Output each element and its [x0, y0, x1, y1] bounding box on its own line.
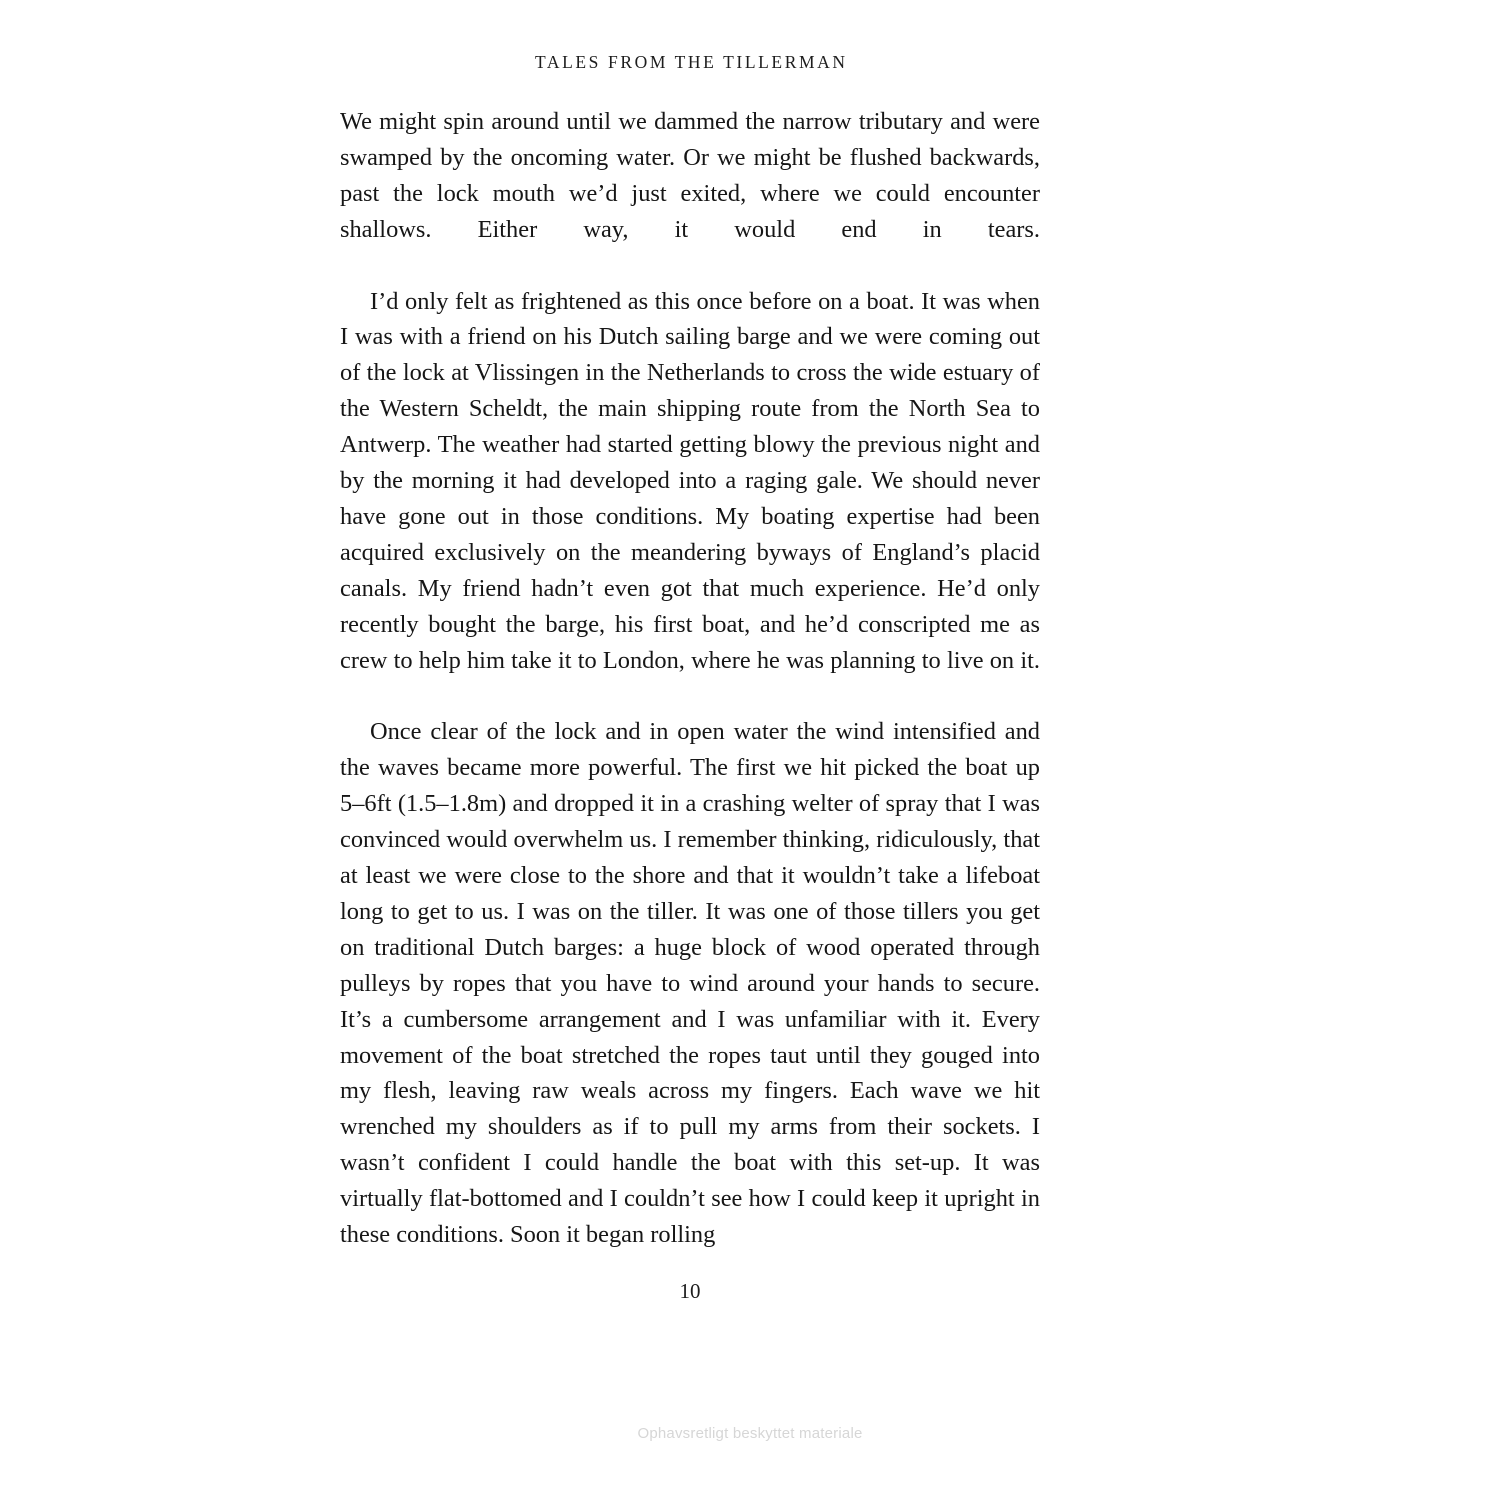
- body-paragraph: I’d only felt as frightened as this once before on a boat. It was when I was with a friend on his Dutch sailing barge and we were coming out of the lock at Vlissingen in the Netherlands to cross the wide estuary of the Western Scheldt, the main shipping route from the North Sea to Antwerp. The weather had started getting blowy the previous night and by the morning it had developed into a raging gale. We should never have gone out in those conditions. My boating expertise had been acquired exclusively on the meandering byways of England’s placid canals. My friend hadn’t even got that much experience. He’d only recently bought the barge, his first boat, and he’d conscripted me as crew to help him take it to London, where he was planning to live on it.: [340, 287, 1040, 674]
- body-text-block: [340, 104, 1040, 1253]
- running-head: TALES FROM THE TILLERMAN: [534, 52, 848, 72]
- body-paragraph: Once clear of the lock and in open water the wind intensified and the waves became more powerful. The first we hit picked the boat up 5–6ft (1.5–1.8m) and dropped it in a crashing welter of spray that I was convinced would overwhelm us. I remember thinking, ridiculously, that at least we were close to the shore and that it wouldn’t take a lifeboat long to get to us. I was on the tiller. It was one of those tillers you get on traditional Dutch barges: a huge block of wood operated through pulleys by ropes that you have to wind around your hands to secure. It’s a cumbersome arrangement and I was unfamiliar with it. Every movement of the boat stretched the ropes taut until they gouged into my flesh, leaving raw weals across my fingers. Each wave we hit wrenched my shoulders as if to pull my arms from their sockets. I wasn’t confident I could handle the boat with this set-up. It was virtually flat-bottomed and I couldn’t see how I could keep it upright in these conditions. Soon it began rolling: [340, 718, 1040, 1249]
- page-number: 10: [679, 1279, 701, 1303]
- body-paragraph: We might spin around until we dammed the narrow tributary and were swamped by the oncoming water. Or we might be flushed backwards, past the lock mouth we’d just exited, where we could encounter shallows. Either way, it would end in tears.: [340, 108, 1040, 243]
- copyright-watermark: Ophavsretligt beskyttet materiale: [637, 1425, 863, 1442]
